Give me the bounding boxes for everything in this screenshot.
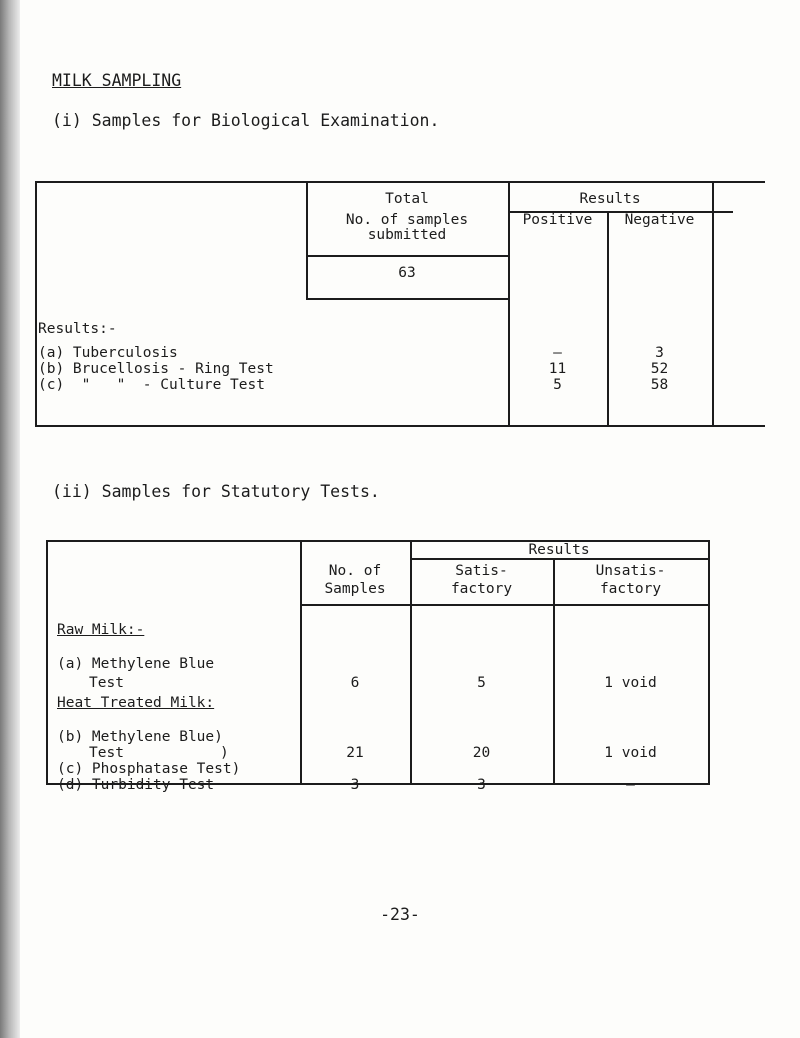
results-label: Results:- <box>38 321 117 337</box>
row-d-satisfactory: 3 <box>477 777 486 793</box>
total-value: 63 <box>398 265 416 281</box>
row-bc-unsatisfactory: 1 void <box>604 745 657 761</box>
row-b-label: (b) Brucellosis - Ring Test <box>38 361 274 377</box>
page-number: -23- <box>380 905 420 924</box>
section2-title: (ii) Samples for Statutory Tests. <box>52 482 380 501</box>
row-c-label-2: (c) Phosphatase Test) <box>57 761 241 777</box>
results-header: Results <box>579 191 641 207</box>
samples-header: Samples <box>324 581 386 597</box>
row-bc-satisfactory: 20 <box>472 745 491 761</box>
negative-header: Negative <box>624 212 695 228</box>
raw-milk-label: Raw Milk:- <box>57 622 145 638</box>
raw-row-unsatisfactory: 1 void <box>604 675 657 691</box>
unsatisfactory-header-2: factory <box>599 581 662 597</box>
row-c-label: (c) " " - Culture Test <box>38 377 265 393</box>
raw-row-label-1: (a) Methylene Blue <box>57 656 215 672</box>
row-d-samples: 3 <box>350 777 360 793</box>
heat-treated-label: Heat Treated Milk: <box>57 695 215 711</box>
row-c-positive: 5 <box>553 377 562 393</box>
raw-row-label-2: Test <box>89 675 124 691</box>
row-d-unsatisfactory: – <box>626 777 635 793</box>
row-b-negative: 52 <box>650 361 669 377</box>
row-a-label: (a) Tuberculosis <box>38 345 178 361</box>
samples-submitted-header: No. of samples <box>345 212 469 228</box>
row-a-negative: 3 <box>655 345 664 361</box>
scan-edge-shadow <box>0 0 20 1038</box>
submitted-header: submitted <box>367 227 447 243</box>
raw-row-satisfactory: 5 <box>477 675 486 691</box>
row-d-label: (d) Turbidity Test <box>57 777 215 793</box>
row-b-label-2: Test ) <box>89 745 229 761</box>
section1-title: (i) Samples for Biological Examination. <box>52 111 440 130</box>
satisfactory-header-2: factory <box>450 581 513 597</box>
unsatisfactory-header-1: Unsatis- <box>595 563 666 579</box>
positive-header: Positive <box>522 212 593 228</box>
no-of-header: No. of <box>328 563 382 579</box>
row-bc-samples: 21 <box>346 745 364 761</box>
page-heading: MILK SAMPLING <box>52 71 182 90</box>
satisfactory-header-1: Satis- <box>455 563 508 579</box>
row-a-positive: – <box>553 345 562 361</box>
row-c-negative: 58 <box>650 377 669 393</box>
total-header: Total <box>385 191 429 207</box>
row-b-positive: 11 <box>548 361 567 377</box>
raw-row-samples: 6 <box>350 675 360 691</box>
row-b-label-1: (b) Methylene Blue) <box>57 729 223 745</box>
results-header-2: Results <box>528 542 590 558</box>
